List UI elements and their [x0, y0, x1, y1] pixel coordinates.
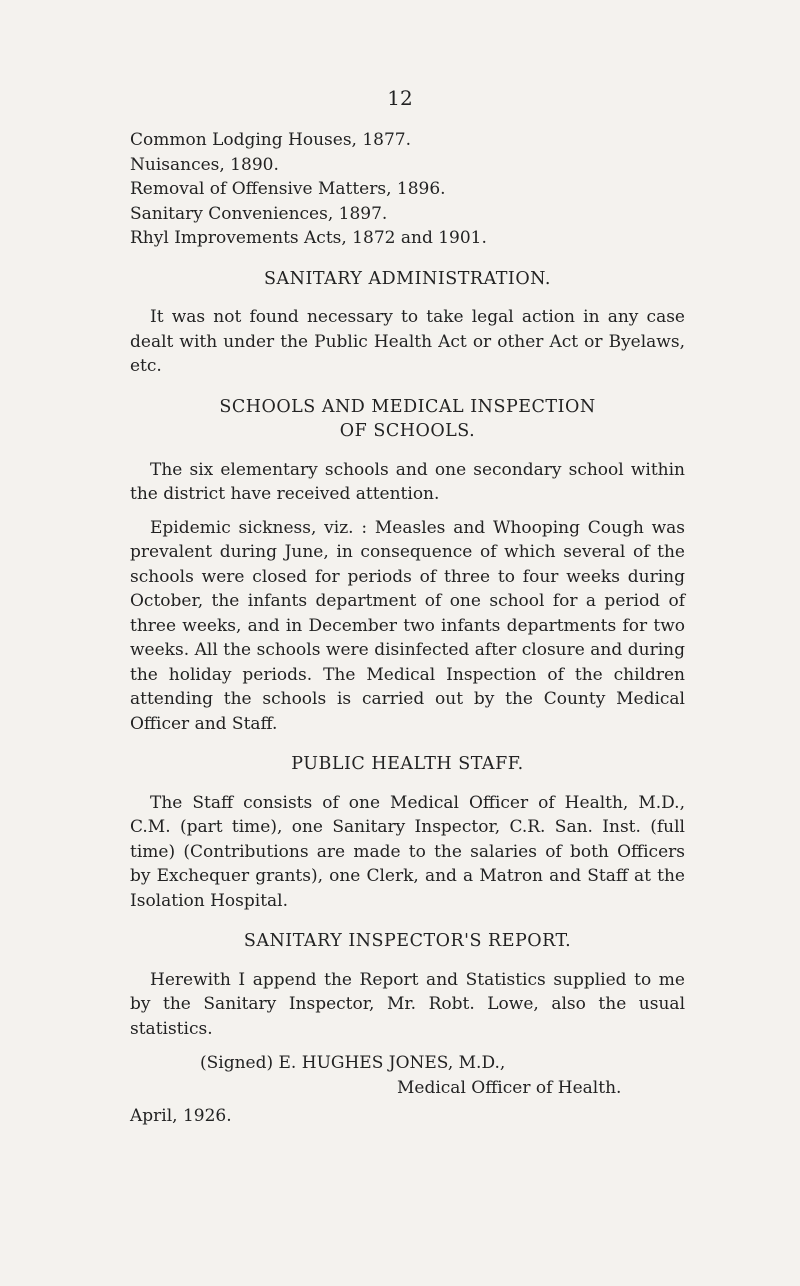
schools-heading-line2: OF SCHOOLS. — [339, 421, 476, 441]
act-item: Common Lodging Houses, 1877. — [130, 130, 412, 150]
signature-block — [130, 1051, 685, 1100]
act-item: Rhyl Improvements Acts, 1872 and 1901. — [130, 228, 487, 248]
public-health-staff-paragraph: The Staff consists of one Medical Officer of Health, M.D., C.M. (part time), one Sanitary Inspector, C.R. San. Inst. (full time) (Contributions are made to the salaries of both Officers by Exchequer grants), one Clerk, and a Matron and Staff at the Isolation Hospital. — [130, 792, 685, 911]
act-item: Sanitary Conveniences, 1897. — [130, 203, 388, 224]
schools-paragraph-1: The six elementary schools and one secondary school within the district have received attention. — [130, 459, 685, 504]
inspector-report-heading: SANITARY INSPECTOR'S REPORT. — [243, 931, 572, 951]
page-content — [130, 128, 685, 1129]
acts-list — [130, 128, 685, 251]
signature-line-2: Medical Officer of Health. — [397, 1077, 622, 1098]
sanitary-administration-paragraph: It was not found necessary to take legal action in any case dealt with under the Public Health Act or other Act or Byelaws, etc. — [130, 307, 685, 376]
act-item: Nuisances, 1890. — [130, 154, 279, 175]
signature-line-1: (Signed) E. HUGHES JONES, M.D., — [200, 1053, 506, 1073]
page-number: 12 — [387, 86, 413, 110]
sanitary-administration-heading: SANITARY ADMINISTRATION. — [264, 268, 551, 289]
schools-paragraph-2: Epidemic sickness, viz. : Measles and Whooping Cough was prevalent during June, in consequence of which several of the schools were closed for periods of three to four weeks during October, the infants department of one school for a period of three weeks, and in December two infants departments for two weeks. All the schools were disinfected after closure and during the holiday periods. The Medical Inspection of the children attending the schools is carried out by the County Medical Officer and Staff. — [130, 517, 685, 734]
schools-heading-line1: SCHOOLS AND MEDICAL INSPECTION — [219, 396, 596, 417]
report-date: April, 1926. — [130, 1106, 232, 1126]
act-item: Removal of Offensive Matters, 1896. — [130, 179, 446, 199]
inspector-report-paragraph: Herewith I append the Report and Statistics supplied to me by the Sanitary Inspector, Mr. Robt. Lowe, also the usual statistics. — [130, 969, 685, 1039]
public-health-staff-heading: PUBLIC HEALTH STAFF. — [291, 754, 524, 774]
